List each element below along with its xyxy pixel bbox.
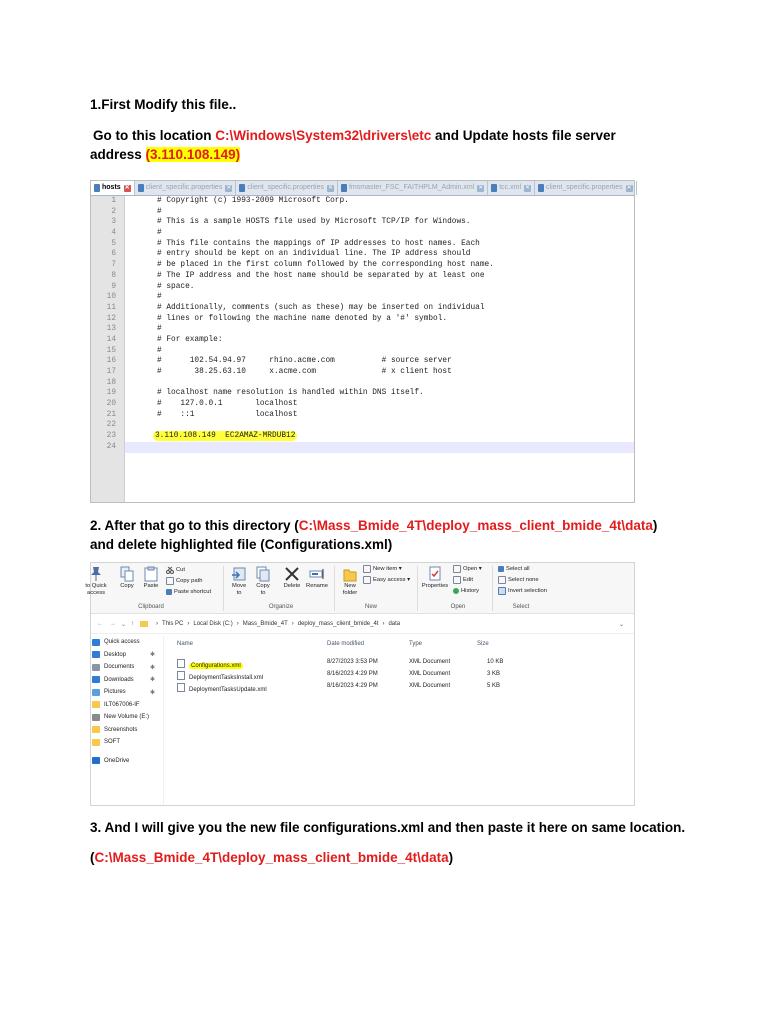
code-line: # 102.54.94.97 rhino.acme.com # source server bbox=[157, 357, 452, 366]
file-icon bbox=[239, 184, 245, 192]
code-line bbox=[125, 420, 634, 431]
up-arrow-icon[interactable]: ↑ bbox=[131, 621, 135, 627]
editor-tab-3[interactable]: fmsmaster_FSC_FAITHPLM_Admin.xml ✕ bbox=[338, 181, 488, 195]
line-number: 22 bbox=[106, 421, 116, 430]
file-type: XML Document bbox=[409, 671, 451, 677]
documents-icon bbox=[92, 664, 100, 671]
file-date: 8/16/2023 4:29 PM bbox=[327, 683, 378, 689]
copy-icon bbox=[120, 566, 134, 582]
edit-button[interactable]: Edit bbox=[453, 576, 473, 584]
file-icon bbox=[538, 184, 544, 192]
xml-file-icon bbox=[177, 659, 185, 668]
close-icon[interactable]: ✕ bbox=[525, 184, 531, 191]
paste-shortcut-button[interactable]: Paste shortcut bbox=[166, 588, 211, 596]
file-name: DeploymentTasksInstall.xml bbox=[189, 675, 264, 681]
line-number: 18 bbox=[106, 378, 116, 387]
file-type: XML Document bbox=[409, 659, 451, 665]
editor-tab-5[interactable]: client_specific.properties ✕ bbox=[535, 181, 637, 195]
line-number: 16 bbox=[106, 357, 116, 366]
code-line bbox=[125, 442, 634, 453]
step1-ip: (3.110.108.149) bbox=[145, 147, 241, 162]
code-line: # This file contains the mappings of IP addresses to host names. Each bbox=[157, 239, 480, 248]
file-name: DeploymentTasksUpdate.xml bbox=[189, 687, 267, 693]
recent-chevron-icon[interactable]: ⌄ bbox=[121, 621, 127, 628]
group-organize: Organize bbox=[268, 604, 294, 610]
file-row[interactable] bbox=[173, 681, 503, 693]
hosts-file-screenshot bbox=[90, 180, 635, 503]
move-to-icon bbox=[231, 566, 247, 582]
select-none-button[interactable]: Select none bbox=[498, 576, 539, 584]
breadcrumb-separator: › bbox=[236, 621, 239, 627]
file-size: 10 KB bbox=[487, 659, 504, 665]
pin-icon: ✱ bbox=[149, 652, 155, 659]
open-icon bbox=[453, 565, 461, 573]
invert-selection-icon bbox=[498, 587, 506, 595]
editor-tab-1[interactable]: client_specific.properties ✕ bbox=[135, 181, 237, 195]
file-type: XML Document bbox=[409, 683, 451, 689]
file-icon bbox=[94, 184, 100, 192]
pin-quick-access-button[interactable]: to Quick access bbox=[85, 566, 107, 597]
select-none-icon bbox=[498, 576, 506, 584]
line-number-gutter bbox=[91, 196, 125, 502]
folder-icon bbox=[140, 621, 148, 627]
copy-to-button[interactable]: Copy to bbox=[253, 566, 273, 597]
history-button[interactable]: History bbox=[453, 587, 479, 595]
clipboard-icon bbox=[144, 566, 158, 582]
code-line: # bbox=[157, 325, 162, 334]
close-icon[interactable]: ✕ bbox=[327, 184, 333, 191]
step2-text-post: ) bbox=[652, 518, 658, 533]
drive-icon bbox=[92, 714, 100, 721]
paste-shortcut-icon bbox=[166, 589, 172, 595]
line-number: 14 bbox=[106, 335, 116, 344]
close-icon[interactable]: ✕ bbox=[626, 184, 632, 191]
group-open: Open bbox=[450, 604, 466, 610]
code-line: # entry should be kept on an individual line. The IP address should bbox=[157, 250, 471, 259]
line-number: 5 bbox=[111, 239, 116, 248]
code-line: # localhost name resolution is handled within DNS itself. bbox=[157, 389, 424, 398]
nav-item-8[interactable]: SOFT bbox=[91, 736, 163, 749]
column-type[interactable]: Type bbox=[409, 641, 423, 647]
code-line: # bbox=[157, 207, 162, 216]
breadcrumb bbox=[154, 621, 402, 627]
line-number: 13 bbox=[106, 325, 116, 334]
file-size: 3 KB bbox=[487, 671, 501, 677]
line-number: 23 bbox=[106, 432, 116, 441]
line-number: 1 bbox=[111, 197, 116, 205]
rename-icon bbox=[309, 566, 325, 582]
history-icon bbox=[453, 588, 459, 594]
step1-instruction bbox=[90, 126, 693, 164]
breadcrumb-item[interactable]: This PC bbox=[162, 621, 184, 627]
step1-text-pre: Go to this location bbox=[93, 128, 216, 143]
star-icon bbox=[92, 639, 100, 646]
new-folder-button[interactable]: New folder bbox=[339, 566, 361, 597]
properties-button[interactable]: Properties bbox=[421, 566, 449, 590]
pin-icon: ✱ bbox=[149, 677, 155, 684]
address-dropdown-icon[interactable]: ⌄ bbox=[618, 621, 624, 628]
code-area[interactable] bbox=[125, 196, 634, 502]
line-number: 12 bbox=[106, 314, 116, 323]
code-line: # 38.25.63.10 x.acme.com # x client host bbox=[157, 368, 452, 376]
edit-icon bbox=[453, 576, 461, 584]
file-icon bbox=[138, 184, 144, 192]
code-line: # be placed in the first column followed by the corresponding host name. bbox=[157, 261, 494, 270]
code-line: # Additionally, comments (such as these) may be inserted on individual bbox=[157, 303, 485, 312]
rename-button[interactable]: Rename bbox=[305, 566, 329, 590]
breadcrumb-item[interactable]: Mass_Bmide_4T bbox=[242, 621, 288, 627]
close-icon[interactable]: ✕ bbox=[124, 184, 130, 191]
new-item-icon bbox=[363, 565, 371, 573]
line-number: 19 bbox=[106, 389, 116, 398]
breadcrumb-item[interactable]: data bbox=[388, 621, 401, 627]
breadcrumb-separator: › bbox=[382, 621, 385, 627]
step3-close-paren: ) bbox=[448, 850, 454, 865]
nav-item-9[interactable]: OneDrive bbox=[91, 755, 163, 768]
code-line: # bbox=[157, 229, 162, 238]
move-to-button[interactable]: Move to bbox=[229, 566, 249, 597]
code-line: # lines or following the machine name denoted by a '#' symbol. bbox=[157, 314, 448, 323]
line-number: 2 bbox=[111, 207, 116, 216]
file-icon bbox=[491, 184, 497, 192]
code-line: # Copyright (c) 1993-2009 Microsoft Corp. bbox=[157, 197, 349, 205]
group-select: Select bbox=[512, 604, 530, 610]
code-line bbox=[125, 431, 634, 442]
close-icon[interactable]: ✕ bbox=[478, 184, 484, 191]
step1-text-post: and Update hosts file server bbox=[431, 128, 616, 143]
line-number: 3 bbox=[111, 218, 116, 227]
downloads-icon bbox=[92, 676, 100, 683]
copy-to-icon bbox=[255, 566, 271, 582]
breadcrumb-separator: › bbox=[156, 621, 159, 627]
folder-icon bbox=[92, 739, 100, 746]
column-name[interactable]: Name bbox=[177, 641, 194, 647]
column-date-modified[interactable]: Date modified bbox=[327, 641, 365, 647]
nav-item-4[interactable]: Pictures ✱ bbox=[91, 686, 163, 699]
file-size: 5 KB bbox=[487, 683, 501, 689]
nav-item-6[interactable]: New Volume (E:) bbox=[91, 711, 163, 724]
breadcrumb-item[interactable]: deploy_mass_client_bmide_4t bbox=[297, 621, 379, 627]
new-item-button[interactable]: New item ▾ bbox=[363, 565, 402, 573]
cloud-icon bbox=[92, 757, 100, 764]
line-number: 7 bbox=[111, 261, 116, 270]
cut-button[interactable]: Cut bbox=[166, 566, 185, 574]
easy-access-button[interactable]: Easy access ▾ bbox=[363, 576, 410, 584]
line-number: 6 bbox=[111, 250, 116, 259]
group-new: New bbox=[364, 604, 377, 610]
step2-path: C:\Mass_Bmide_4T\deploy_mass_client_bmide_4t\data bbox=[298, 518, 653, 533]
step3-instruction: 3. And I will give you the new file configurations.xml and then paste it here on same location. bbox=[90, 820, 686, 835]
navigation-pane bbox=[91, 636, 164, 805]
properties-icon bbox=[428, 566, 442, 582]
line-number: 21 bbox=[106, 410, 116, 419]
line-number: 10 bbox=[106, 293, 116, 302]
pin-icon bbox=[90, 566, 102, 582]
desktop-icon bbox=[92, 651, 100, 658]
delete-x-icon bbox=[284, 566, 300, 582]
code-line: # For example: bbox=[157, 335, 223, 344]
line-number: 4 bbox=[111, 229, 116, 238]
invert-selection-button[interactable]: Invert selection bbox=[498, 587, 547, 595]
breadcrumb-item[interactable]: Local Disk (C:) bbox=[193, 621, 233, 627]
code-line: # This is a sample HOSTS file used by Microsoft TCP/IP for Windows. bbox=[157, 218, 471, 227]
forward-arrow-icon[interactable]: → bbox=[110, 621, 116, 627]
editor-tab-bar bbox=[91, 181, 634, 196]
file-row[interactable] bbox=[173, 657, 503, 669]
file-date: 8/16/2023 4:29 PM bbox=[327, 671, 378, 677]
step2-text-pre: 2. After that go to this directory ( bbox=[90, 518, 299, 533]
pin-icon: ✱ bbox=[149, 664, 155, 671]
code-line: # The IP address and the host name should be separated by at least one bbox=[157, 271, 485, 280]
code-line: # 127.0.0.1 localhost bbox=[157, 400, 298, 409]
copy-path-button[interactable]: Copy path bbox=[166, 577, 202, 585]
close-icon[interactable]: ✕ bbox=[226, 184, 232, 191]
editor-tab-0[interactable]: hosts ✕ bbox=[91, 181, 135, 195]
line-number: 20 bbox=[106, 400, 116, 409]
step1-text-address: address bbox=[90, 147, 146, 162]
step2-instruction bbox=[90, 516, 690, 554]
line-number: 24 bbox=[106, 442, 116, 451]
back-arrow-icon[interactable]: ← bbox=[97, 621, 103, 627]
address-bar[interactable] bbox=[91, 615, 634, 634]
folder-icon bbox=[92, 726, 100, 733]
line-number: 15 bbox=[106, 346, 116, 355]
scissors-icon bbox=[166, 567, 174, 574]
breadcrumb-separator: › bbox=[187, 621, 190, 627]
nav-item-0[interactable]: Quick access bbox=[91, 636, 163, 649]
code-line: # ::1 localhost bbox=[157, 410, 298, 419]
easy-access-icon bbox=[363, 576, 371, 584]
nav-item-1[interactable]: Desktop ✱ bbox=[91, 649, 163, 662]
copy-button[interactable]: Copy bbox=[119, 566, 135, 590]
line-number: 11 bbox=[106, 303, 116, 312]
file-icon bbox=[341, 184, 347, 192]
step1-path: C:\Windows\System32\drivers\etc bbox=[215, 128, 432, 143]
column-size[interactable]: Size bbox=[477, 641, 489, 647]
step3-open-paren: ( bbox=[90, 850, 95, 865]
file-list bbox=[173, 636, 634, 805]
xml-file-icon bbox=[177, 683, 185, 692]
code-line bbox=[125, 378, 634, 389]
line-number: 9 bbox=[111, 282, 116, 291]
select-all-icon bbox=[498, 566, 504, 572]
nav-item-7[interactable]: Screenshots bbox=[91, 724, 163, 737]
nav-item-5[interactable]: ILT067006-IF bbox=[91, 699, 163, 712]
editor-tab-2[interactable]: client_specific.properties ✕ bbox=[236, 181, 338, 195]
explorer-ribbon bbox=[85, 563, 634, 614]
code-line: # space. bbox=[157, 282, 195, 291]
editor-tab-4[interactable]: tcc.xml ✕ bbox=[488, 181, 535, 195]
new-folder-icon bbox=[343, 566, 357, 582]
code-line: # bbox=[157, 346, 162, 355]
breadcrumb-separator: › bbox=[291, 621, 294, 627]
step3-path-line bbox=[90, 848, 690, 867]
xml-file-icon bbox=[177, 671, 185, 680]
code-line: # bbox=[157, 293, 162, 302]
line-number: 17 bbox=[106, 368, 116, 376]
step3-path: C:\Mass_Bmide_4T\deploy_mass_client_bmide_4t\data bbox=[94, 850, 449, 865]
pin-icon: ✱ bbox=[149, 689, 155, 696]
open-button[interactable]: Open ▾ bbox=[453, 565, 482, 573]
group-clipboard: Clipboard bbox=[138, 604, 164, 610]
step1-heading: 1.First Modify this file.. bbox=[90, 97, 237, 112]
file-name: Configurations.xml bbox=[191, 663, 241, 669]
step2-text-line2: and delete highlighted file (Configurations.xml) bbox=[90, 537, 393, 552]
file-row[interactable] bbox=[173, 669, 503, 681]
file-explorer-screenshot bbox=[85, 562, 635, 806]
copy-path-icon bbox=[166, 577, 174, 585]
select-all-button[interactable]: Select all bbox=[498, 565, 530, 573]
pictures-icon bbox=[92, 689, 100, 696]
highlighted-host-entry: 3.110.108.149 EC2AMAZ-MRDUB12 bbox=[155, 432, 296, 441]
nav-item-2[interactable]: Documents ✱ bbox=[91, 661, 163, 674]
file-date: 8/27/2023 3:53 PM bbox=[327, 659, 378, 665]
paste-button[interactable]: Paste bbox=[142, 566, 160, 590]
line-number: 8 bbox=[111, 271, 116, 280]
delete-button[interactable]: Delete bbox=[281, 566, 303, 590]
folder-icon bbox=[92, 701, 100, 708]
nav-item-3[interactable]: Downloads ✱ bbox=[91, 674, 163, 687]
